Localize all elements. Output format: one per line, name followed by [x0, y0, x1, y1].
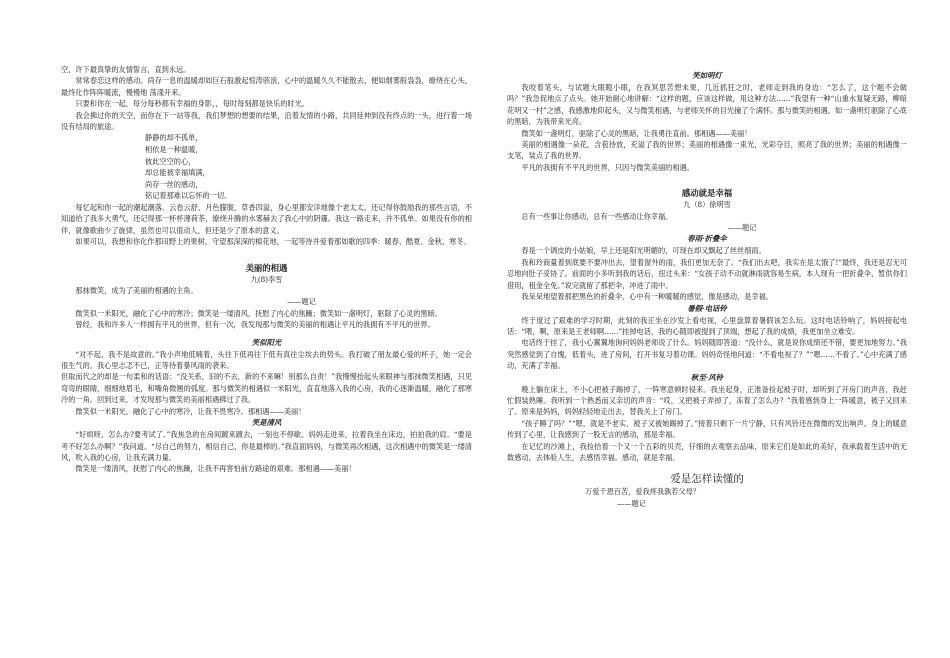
paragraph: 微笑似一米阳光，融化了心中的寒冷；微笑是一缕清风，抚慰了内心的焦躁；微笑如一盏明灯，驱除了心灵的黑暗。 — [75, 308, 442, 318]
paragraph: “对不起，我不是故意的。”我小声地低喃着，头往下低再往下低有真往尘埃去的势头。我打破了朋友最心爱的杯子，她一定会很生气的。我心里忐忑不已，正等待着暴风雨的袭来。 — [61, 349, 472, 371]
paragraph: 电话终于挂了，我小心翼翼地询问妈妈老师说了什么。妈妈随即答道：“没什么，就是说你成绩还不错，要更加地努力。”我突然感觉到了自愧，低着头，进了房间，打开书复习着功课。妈妈奇怪地问道：“不看电视了？”“嗯……不看了。”心中充满了感动，充满了幸福。 — [507, 338, 907, 371]
poem-line: 彼此空空的心， — [145, 156, 196, 166]
article-title: 爱是怎样读懂的 — [670, 473, 744, 486]
poem-line: 相依是一种温暖， — [145, 145, 203, 155]
article-author: 九(8)李雪 — [250, 274, 283, 284]
section-heading: 笑似阳光 — [251, 337, 282, 347]
paragraph: 平凡的我拥有不平凡的世界，只因与微笑美丽的相遇。 — [521, 162, 694, 172]
paragraph: 万爱千恩百苦，爱我疼我孰若父母？ — [585, 487, 701, 497]
section-heading: 秋至·风铃 — [690, 372, 724, 382]
paragraph: “好烦呀，怎么办?要考试了。”我焦急的在房间踱来踱去，一刻也不停歇。妈妈走进来，拉着我坐在床边，拍拍我的肩。“要是考不好怎么办啊？”我问道。“尽自己的努力，相信自己，你是最棒的。”我直面妈妈，与微笑再次相遇，这次相遇中的微笑是一缕清风，吹入我的心房，让我充满力量。 — [61, 430, 472, 462]
paragraph: 每忆起和你一起的潮起潮落、云卷云舒、月色朦胧、草香四溢，身心里都安详地像个老太太。还记得你鼓励我的那些言语，不知道给了我多大勇气，还记得那一杯杯薄荷茶，缭绕升腾的水雾赫去了我心中的阴霾。我这一路走来，并不孤单。如果没有你的相伴，就像歌曲少了旋律，虽然也可以很动人，但还是少了原本的意义。 — [61, 203, 472, 235]
paragraph: 曾经，我和许多人一样拥有平凡的世界，但有一次，我发现那与微笑的美丽的相遇让平凡的我拥有不平凡的世界。 — [75, 320, 435, 330]
epigraph-note: ——题记 — [287, 297, 316, 307]
right-column — [507, 70, 907, 509]
paragraph: 春是一个调皮的小姑娘，早上还是阳光明媚的，可现在却又飘起了丝丝细雨。 — [521, 246, 766, 256]
paragraph: 我和玲商量着到底要不要冲出去，望着窗外的雨，我们更加无奈了。“我们出去吧，我实在是太饿了!”最终，我还是忍无可忍地向肚子妥协了。前面的小多听到我的话后，扭过头来：“女孩子动不动就淋雨就容易生病，本人现有一把折叠伞，暂供你们借用，租金全免。”说完就留了那把伞，冲进了雨中。 — [507, 257, 907, 290]
paragraph: 空，许下最真挚的友情誓言，直到永远。 — [61, 65, 191, 74]
paragraph: 美丽的相遇像一朵花，含苞待放，充溢了我的世界；美丽的相遇像一束光，光彩夺目，照亮了我的世界；美丽的相遇像一支笔，装点了我的世界。 — [507, 140, 907, 161]
paragraph: 我会拂过你的天空，而你在下一站等我，我们梦想的想要的结果，沿着友情的小路，共同延伸到没有终点的一头，进行着一场没有结局的旅途。 — [61, 110, 472, 132]
paragraph: 总有一些事让你感动，总有一些感动让你幸福。 — [521, 211, 673, 221]
paragraph: 只要和你在一起，每分每秒都有幸福的身影，，每时每刻都是快乐的时光。 — [75, 99, 309, 109]
paragraph: 在记忆的沙滩上，我捡拾着一个又一个五彩的贝壳，仔细的去观察去品味，原来它们是如此的美好，我承载着生活中的无数感动，去体验人生，去感悟幸福。感动，就是幸福。 — [507, 441, 907, 462]
section-heading: 笑是清风 — [251, 418, 282, 428]
paragraph: “孩子睡了吗？”“嗯，就是不老实，被子又被她踢掉了。”接着只剩下一片宁静，只有风铃还在微微的发出响声。身上的暖意传到了心里，让我感到了一股无言的感动，那是幸福。 — [507, 418, 907, 440]
epigraph-note: ——题记 — [727, 223, 757, 233]
paragraph: 我呆呆地望着那把黑色的折叠伞，心中有一种暖暖的感觉，像是感动，是幸福。 — [521, 292, 773, 302]
paragraph: 晚上躺在床上，不小心把被子踢掉了，一阵寒意顿时侵来。我坐起身，正准备捡起被子时，却听到了开房门的声音，我赶忙假装熟睡。我听到一个熟悉而又亲切的声音：“哎，又把被子弄掉了，冻着了怎么办？”我着感到身上一阵暖意，被子又回来了。原来是妈妈，妈妈轻轻地走出去，替我关上了房门。 — [507, 384, 907, 417]
left-column — [61, 64, 472, 475]
paragraph: 微笑似一米阳光，融化了心中的寒冷，让我不畏寒冷。那相遇——美丽！ — [75, 406, 306, 416]
section-heading: 笑如明灯 — [692, 71, 722, 80]
section-heading: 暑假·电话铃 — [687, 303, 727, 313]
section-heading: 春雨·折叠伞 — [687, 234, 727, 244]
article-author: 九（8）徐明雪 — [683, 200, 731, 210]
poem-line: 铭记着那难以忘怀的一切。 — [145, 191, 232, 201]
paragraph: 如果可以，我想和你化作那田野上的果树，守望那深深的棉花地，一起等待并爱着那如歌的四季：暖春、酷夏、金秋、寒冬。 — [75, 237, 471, 247]
paragraph: 常常春恋这样的感动。尚存一息的温暖却如巨石般激起惊涛骇浪，心中的温暖久久不能散去，便如烟雾般袅袅，缭绕在心头，最终化作阵阵暖流，慢慢地 荡漾开来。 — [61, 76, 472, 97]
poem-line: 尚存一丝的感动， — [145, 179, 203, 189]
poem-line: 静静的却不孤单， — [145, 133, 203, 143]
article-title: 美丽的相遇 — [245, 262, 288, 273]
paragraph: 那抹微笑，成为了美丽的相遇的主角。 — [75, 286, 198, 296]
poem — [145, 132, 472, 202]
paragraph: 微笑是一缕清风，抚慰了内心的焦躁，让我不再害怕前方路途的艰难。那相遇——美丽！ — [75, 464, 356, 474]
paragraph: 我咬着笔头，与试题大眼瞪小眼，在我冥思苦想未果，几近抓狂之时，老师走到我的身边：“怎么了，这个题不会做吗？”我急促地点了点头。她开始耐心地讲解：“这样的题，应该这样做，用这种方法……”我望有一种“山重水复疑无路，柳暗花明又一村”之感，我感激地仰起头，又与微笑相遇，与老师关怀的目光撞了个满怀。那与微笑的相遇，如一盏明灯驱除了心底的黑暗，为我带来光亮。 — [507, 83, 907, 127]
paragraph: 但取而代之的却是一句柔和的话语：“没关系，旧的不去，新的不来嘛！别那么自责！”我慢慢抬起头来眼神与那抹微笑相遇，只见弯弯的眼睛，细细地眉毛，和嘴角微翘的弧度。那与微笑的相遇似一米阳光，直直地落入我的心房，我的心逐渐温暖，融化了那寒冷的一角。回到过来，才发现那与微笑的美丽相遇拂过了我。 — [61, 372, 472, 405]
epigraph-note: ——题记 — [617, 498, 646, 508]
article-title: 感动就是幸福 — [681, 188, 733, 199]
paragraph: 终于度过了艰难的学习时期，此刻的我正坐在沙发上看电视，心里盘算着暑假该怎么玩。这时电话铃响了，妈妈接起电话：“喂，啊，原来是王老师啊……”挂掉电话，我的心随即被提到了顶端，想起了我的成绩，我更加坐立难安。 — [507, 315, 907, 336]
paragraph: 微笑如一盏明灯，驱除了心灵的黑暗，让我勇往直前。那相遇——美丽！ — [521, 128, 752, 138]
poem-line: 却总能被幸福填满， — [145, 168, 210, 178]
